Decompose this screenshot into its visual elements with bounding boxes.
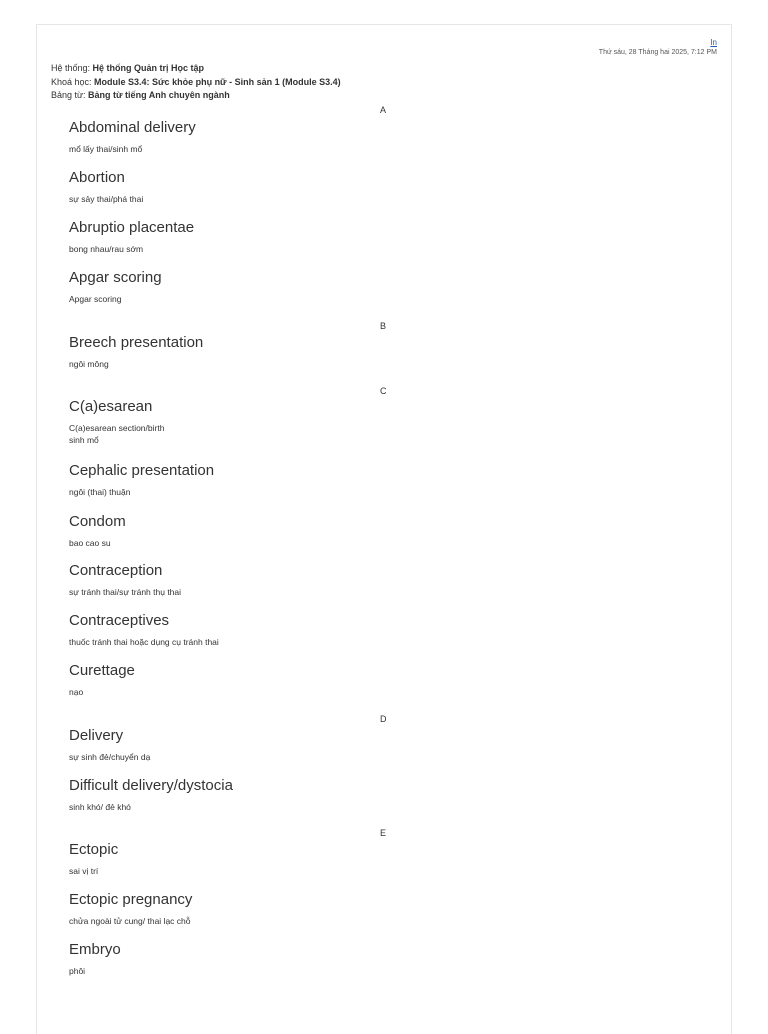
entry-definition: sự tránh thai/sự tránh thụ thai: [69, 587, 182, 597]
glossary-line: Bảng từ: Bảng từ tiếng Anh chuyên ngành: [51, 90, 230, 100]
entry-term: Apgar scoring: [69, 269, 162, 286]
course-name: Module S3.4: Sức khỏe phụ nữ - Sinh sản 1 (Module S3.4): [94, 76, 341, 87]
entry-definition: ngôi (thai) thuận: [69, 487, 131, 497]
entry-term: Ectopic: [69, 841, 119, 858]
system-line: Hệ thống: Hệ thống Quản trị Học tập: [51, 63, 205, 73]
entry-term: Delivery: [69, 727, 124, 744]
letter-heading: E: [380, 828, 387, 838]
entry-definition: sai vị trí: [69, 866, 99, 876]
entry-definition: mổ lấy thai/sinh mổ: [69, 144, 143, 154]
entry-definition: sự sinh đẻ/chuyển dạ: [69, 752, 151, 762]
entry-definition: Apgar scoring: [69, 294, 122, 304]
print-link[interactable]: In: [710, 38, 717, 47]
letter-heading: B: [380, 321, 387, 331]
entry-definition: sinh khó/ đẻ khó: [69, 802, 131, 812]
entry-term: Condom: [69, 513, 126, 530]
glossary-meta: [51, 62, 341, 103]
entry-term: Contraceptives: [69, 612, 170, 629]
entry-definition: ngôi mông: [69, 359, 109, 369]
entry-term: Ectopic pregnancy: [69, 891, 193, 908]
print-date: Thứ sáu, 28 Tháng hai 2025, 7:12 PM: [598, 49, 717, 56]
entry-definition: bong nhau/rau sớm: [69, 244, 144, 254]
entry-definition: thuốc tránh thai hoặc dụng cụ tránh thai: [69, 637, 219, 647]
letter-heading: C: [380, 386, 387, 396]
entry-definition: phôi: [69, 966, 86, 976]
entry-definition: chửa ngoài tử cung/ thai lạc chỗ: [69, 916, 191, 926]
letter-heading: D: [380, 714, 387, 724]
entry-term: C(a)esarean: [69, 398, 153, 415]
course-line: Khoá học: Module S3.4: Sức khỏe phụ nữ - Sinh sản 1 (Module S3.4): [51, 76, 341, 87]
entry-definition: nạo: [69, 687, 84, 697]
glossary-page: [36, 24, 732, 1034]
entry-term: Difficult delivery/dystocia: [69, 777, 233, 794]
entry-term: Abruptio placentae: [69, 219, 195, 236]
entry-term: Embryo: [69, 941, 121, 958]
entry-definition-line2: sinh mổ: [69, 435, 99, 445]
entry-definition: C(a)esarean section/birth: [69, 423, 165, 433]
entry-term: Abortion: [69, 169, 125, 186]
glossary-name: Bảng từ tiếng Anh chuyên ngành: [88, 90, 230, 100]
entry-term: Breech presentation: [69, 334, 204, 351]
letter-heading: A: [380, 105, 387, 115]
entry-term: Curettage: [69, 662, 135, 679]
entry-term: Cephalic presentation: [69, 462, 215, 479]
entry-definition: sự sảy thai/phá thai: [69, 194, 144, 204]
entry-definition: bao cao su: [69, 538, 111, 548]
entry-term: Contraception: [69, 562, 163, 579]
entry-term: Abdominal delivery: [69, 119, 196, 136]
system-name: Hệ thống Quản trị Học tập: [92, 63, 205, 73]
